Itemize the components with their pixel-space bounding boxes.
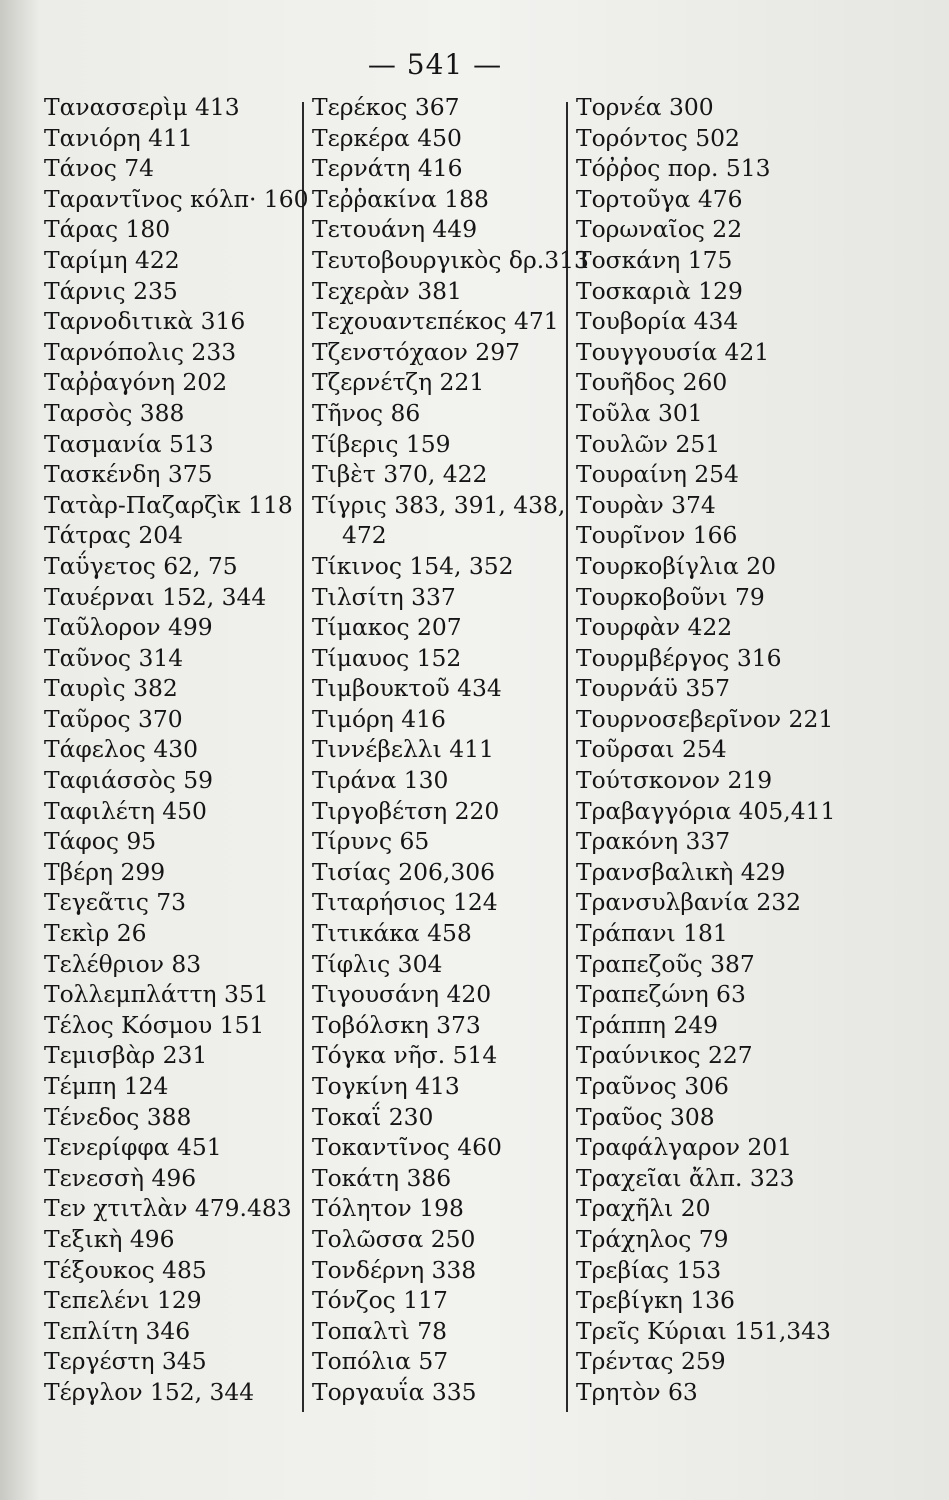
index-entry: Τεπελένι 129 xyxy=(44,1286,202,1315)
index-entry: Τοπαλτὶ 78 xyxy=(312,1316,447,1345)
index-entry: Τίρυνς 65 xyxy=(312,827,430,856)
index-entry: Τέλος Κόσμου 151 xyxy=(44,1010,265,1039)
index-entry: Τρανσυλβανία 232 xyxy=(576,888,801,917)
index-entry: Ταῦνος 314 xyxy=(44,643,184,672)
index-entry: Τέξουκος 485 xyxy=(44,1255,207,1284)
index-entry: Τασμανία 513 xyxy=(44,429,214,458)
index-entry: Τοῦλα 301 xyxy=(576,398,703,427)
index-entry: Τευτοβουργικὸς δρ.313 xyxy=(312,245,589,274)
index-entry: Τάνος 74 xyxy=(44,154,154,183)
index-entry: Τοργαυΐα 335 xyxy=(312,1377,477,1406)
page-number: — 541 — xyxy=(367,48,503,81)
index-entry: Τιταρήσιος 124 xyxy=(312,888,498,917)
index-entry: Τράπανι 181 xyxy=(576,919,728,948)
index-entry: Τούτσκονον 219 xyxy=(576,766,773,795)
index-entry: Ταρίμη 422 xyxy=(44,245,180,274)
index-entry: Τιτικάκα 458 xyxy=(312,919,472,948)
index-entry: Τρέντας 259 xyxy=(576,1347,726,1376)
index-entry: Τεμισβὰρ 231 xyxy=(44,1041,208,1070)
index-column-3 xyxy=(576,92,846,1408)
index-entry: Τολῶσσα 250 xyxy=(312,1224,476,1253)
index-entry: Τεχουαντεπέκος 471 xyxy=(312,307,559,336)
index-entry: Τενεσσὴ 496 xyxy=(44,1163,197,1192)
index-entry: Τιννέβελλι 411 xyxy=(312,735,494,764)
index-entry: Τοβόλσκη 373 xyxy=(312,1010,481,1039)
index-entry: Τοκαΐ 230 xyxy=(312,1102,434,1131)
index-entry: Τίμακος 207 xyxy=(312,613,462,642)
index-entry: Τιμβουκτοῦ 434 xyxy=(312,674,502,703)
index-entry: Τεχερὰν 381 xyxy=(312,276,462,305)
index-entry: Τεν χτιτλὰν 479.483 xyxy=(44,1194,292,1223)
index-entry: Τουβορία 434 xyxy=(576,307,739,336)
index-entry: Τέμπη 124 xyxy=(44,1072,169,1100)
index-entry: Τελέθριον 83 xyxy=(44,949,202,978)
index-entry: Τιμόρη 416 xyxy=(312,704,446,733)
index-entry: Ταυέρναι 152, 344 xyxy=(44,582,267,611)
index-entry: Τρεῖς Κύριαι 151,343 xyxy=(576,1316,831,1345)
index-entry: Τορτοῦγα 476 xyxy=(576,184,743,213)
index-entry: Τράχηλος 79 xyxy=(576,1224,729,1253)
index-entry: Τερέκος 367 xyxy=(312,93,460,121)
index-entry: Τένεδος 388 xyxy=(44,1102,192,1131)
index-entry: Τρεβίγκη 136 xyxy=(576,1286,735,1315)
index-entry: Τίβερις 159 xyxy=(312,429,451,458)
index-entry: Τεκὶρ 26 xyxy=(44,919,147,948)
index-entry: Τραπεζώνη 63 xyxy=(576,980,746,1009)
index-entry: Ταῦλορον 499 xyxy=(44,613,213,642)
index-entry: Τεξικὴ 496 xyxy=(44,1224,175,1253)
index-entry: Τιράνα 130 xyxy=(312,766,449,795)
index-entry: Τραχῆλι 20 xyxy=(576,1194,711,1223)
index-entry: Τζερνέτζη 221 xyxy=(312,368,485,397)
index-entry: Τολλεμπλάττη 351 xyxy=(44,980,269,1009)
index-entry: Τίμαυος 152 xyxy=(312,643,462,672)
index-entry: Τοκάτη 386 xyxy=(312,1163,452,1192)
index-entry: Τισίας 206,306 xyxy=(312,857,495,886)
index-entry: Ταυρὶς 382 xyxy=(44,674,178,703)
index-entry: Τραῦνος 306 xyxy=(576,1072,729,1100)
index-entry: 472 xyxy=(342,521,387,550)
index-entry: Τέργλον 152, 344 xyxy=(44,1377,255,1406)
index-column-2 xyxy=(312,92,589,1408)
index-entry: Τάφος 95 xyxy=(44,827,157,856)
index-entry: Τρητὸν 63 xyxy=(576,1377,698,1406)
index-entry: Τόῤῥος πορ. 513 xyxy=(576,154,771,183)
index-entry: Τζενστόχαον 297 xyxy=(312,337,520,366)
index-entry: Τετουάνη 449 xyxy=(312,215,478,244)
column-divider xyxy=(302,102,304,1412)
index-entry: Τουρμβέργος 316 xyxy=(576,643,782,672)
index-entry: Τεῤῥακίνα 188 xyxy=(312,184,489,213)
index-entry: Τόλητον 198 xyxy=(312,1194,464,1223)
index-entry: Τουρφὰν 422 xyxy=(576,613,733,642)
index-column-1 xyxy=(44,92,309,1408)
index-entry: Τατὰρ-Παζαρζὶκ 118 xyxy=(44,490,293,519)
index-entry: Τόνζος 117 xyxy=(312,1286,448,1315)
index-entry: Τόγκα νῆσ. 514 xyxy=(312,1041,498,1070)
index-entry: Τίγρις 383, 391, 438, xyxy=(312,490,566,519)
index-entry: Ταρνοδιτικὰ 316 xyxy=(44,307,246,336)
index-entry: Ταΰγετος 62, 75 xyxy=(44,551,238,580)
index-entry: Τρακόνη 337 xyxy=(576,827,731,856)
index-entry: Τενερίφφα 451 xyxy=(44,1133,222,1162)
index-entry: Τιβὲτ 370, 422 xyxy=(312,460,488,489)
index-entry: Τραῦος 308 xyxy=(576,1102,715,1131)
index-entry: Τοσκαριὰ 129 xyxy=(576,276,743,305)
index-entry: Τουρκοβίγλια 20 xyxy=(576,551,777,580)
index-entry: Τερκέρα 450 xyxy=(312,123,462,152)
index-entry: Τραχεῖαι ἄλπ. 323 xyxy=(576,1163,795,1192)
index-entry: Τοκαντῖνος 460 xyxy=(312,1133,502,1162)
index-entry: Τράππη 249 xyxy=(576,1010,718,1039)
index-entry: Τιργοβέτση 220 xyxy=(312,796,500,825)
index-entry: Ταρσὸς 388 xyxy=(44,398,185,427)
index-entry: Τουρῖνον 166 xyxy=(576,521,738,550)
index-entry: Τραύνικος 227 xyxy=(576,1041,753,1070)
index-entry: Τονδέρνη 338 xyxy=(312,1255,477,1284)
index-entry: Τραβαγγόρια 405,411 xyxy=(576,796,836,825)
index-entry: Ταῦρος 370 xyxy=(44,704,183,733)
index-entry: Τάρνις 235 xyxy=(44,276,178,305)
index-entry: Τραπεζοῦς 387 xyxy=(576,949,755,978)
index-entry: Τερνάτη 416 xyxy=(312,154,463,183)
index-entry: Τοσκάνη 175 xyxy=(576,245,733,274)
index-entry: Τάτρας 204 xyxy=(44,521,184,550)
index-entry: Τασκένδη 375 xyxy=(44,460,213,489)
index-entry: Ταῤῥαγόνη 202 xyxy=(44,368,228,397)
index-entry: Τουῆδος 260 xyxy=(576,368,728,397)
index-entry: Τογκίνη 413 xyxy=(312,1072,460,1100)
index-entry: Τουρνοσεβερῖνον 221 xyxy=(576,704,834,733)
index-entry: Τάρας 180 xyxy=(44,215,171,244)
index-entry: Τῆνος 86 xyxy=(312,398,421,427)
index-entry: Τουρκοβοῦνι 79 xyxy=(576,582,765,611)
index-entry: Ταραντῖνος κόλπ· 160 xyxy=(44,184,309,213)
index-entry: Τουραίνη 254 xyxy=(576,460,739,489)
index-entry: Ταφιλέτη 450 xyxy=(44,796,207,825)
index-entry: Τοῦρσαι 254 xyxy=(576,735,727,764)
index-entry: Τβέρη 299 xyxy=(44,857,166,886)
index-entry: Τεπλίτη 346 xyxy=(44,1316,191,1345)
index-entry: Τορωναῖος 22 xyxy=(576,215,743,244)
index-entry: Τρανσβαλικὴ 429 xyxy=(576,857,786,886)
index-entry: Τιλσίτη 337 xyxy=(312,582,456,611)
index-entry: Τανιόρη 411 xyxy=(44,123,193,152)
index-entry: Τίφλις 304 xyxy=(312,949,443,978)
index-entry: Τουρὰν 374 xyxy=(576,490,716,519)
index-entry: Τίκινος 154, 352 xyxy=(312,551,514,580)
index-entry: Τανασσερὶμ 413 xyxy=(44,93,240,121)
index-entry: Τραφάλγαρον 201 xyxy=(576,1133,793,1162)
index-entry: Τοπόλια 57 xyxy=(312,1347,449,1376)
index-entry: Τιγουσάνη 420 xyxy=(312,980,492,1009)
index-entry: Τρεβίας 153 xyxy=(576,1255,722,1284)
index-entry: Τορόντος 502 xyxy=(576,123,740,152)
index-entry: Τεργέστη 345 xyxy=(44,1347,207,1376)
index-entry: Τουρνάϋ 357 xyxy=(576,674,730,703)
index-entry: Τεγεᾶτις 73 xyxy=(44,888,187,917)
index-entry: Τουλῶν 251 xyxy=(576,429,721,458)
index-entry: Τάφελος 430 xyxy=(44,735,198,764)
index-entry: Ταρνόπολις 233 xyxy=(44,337,237,366)
index-entry: Τορνέα 300 xyxy=(576,93,714,121)
index-entry: Τουγγουσία 421 xyxy=(576,337,770,366)
index-entry: Ταφιάσσὸς 59 xyxy=(44,766,214,795)
